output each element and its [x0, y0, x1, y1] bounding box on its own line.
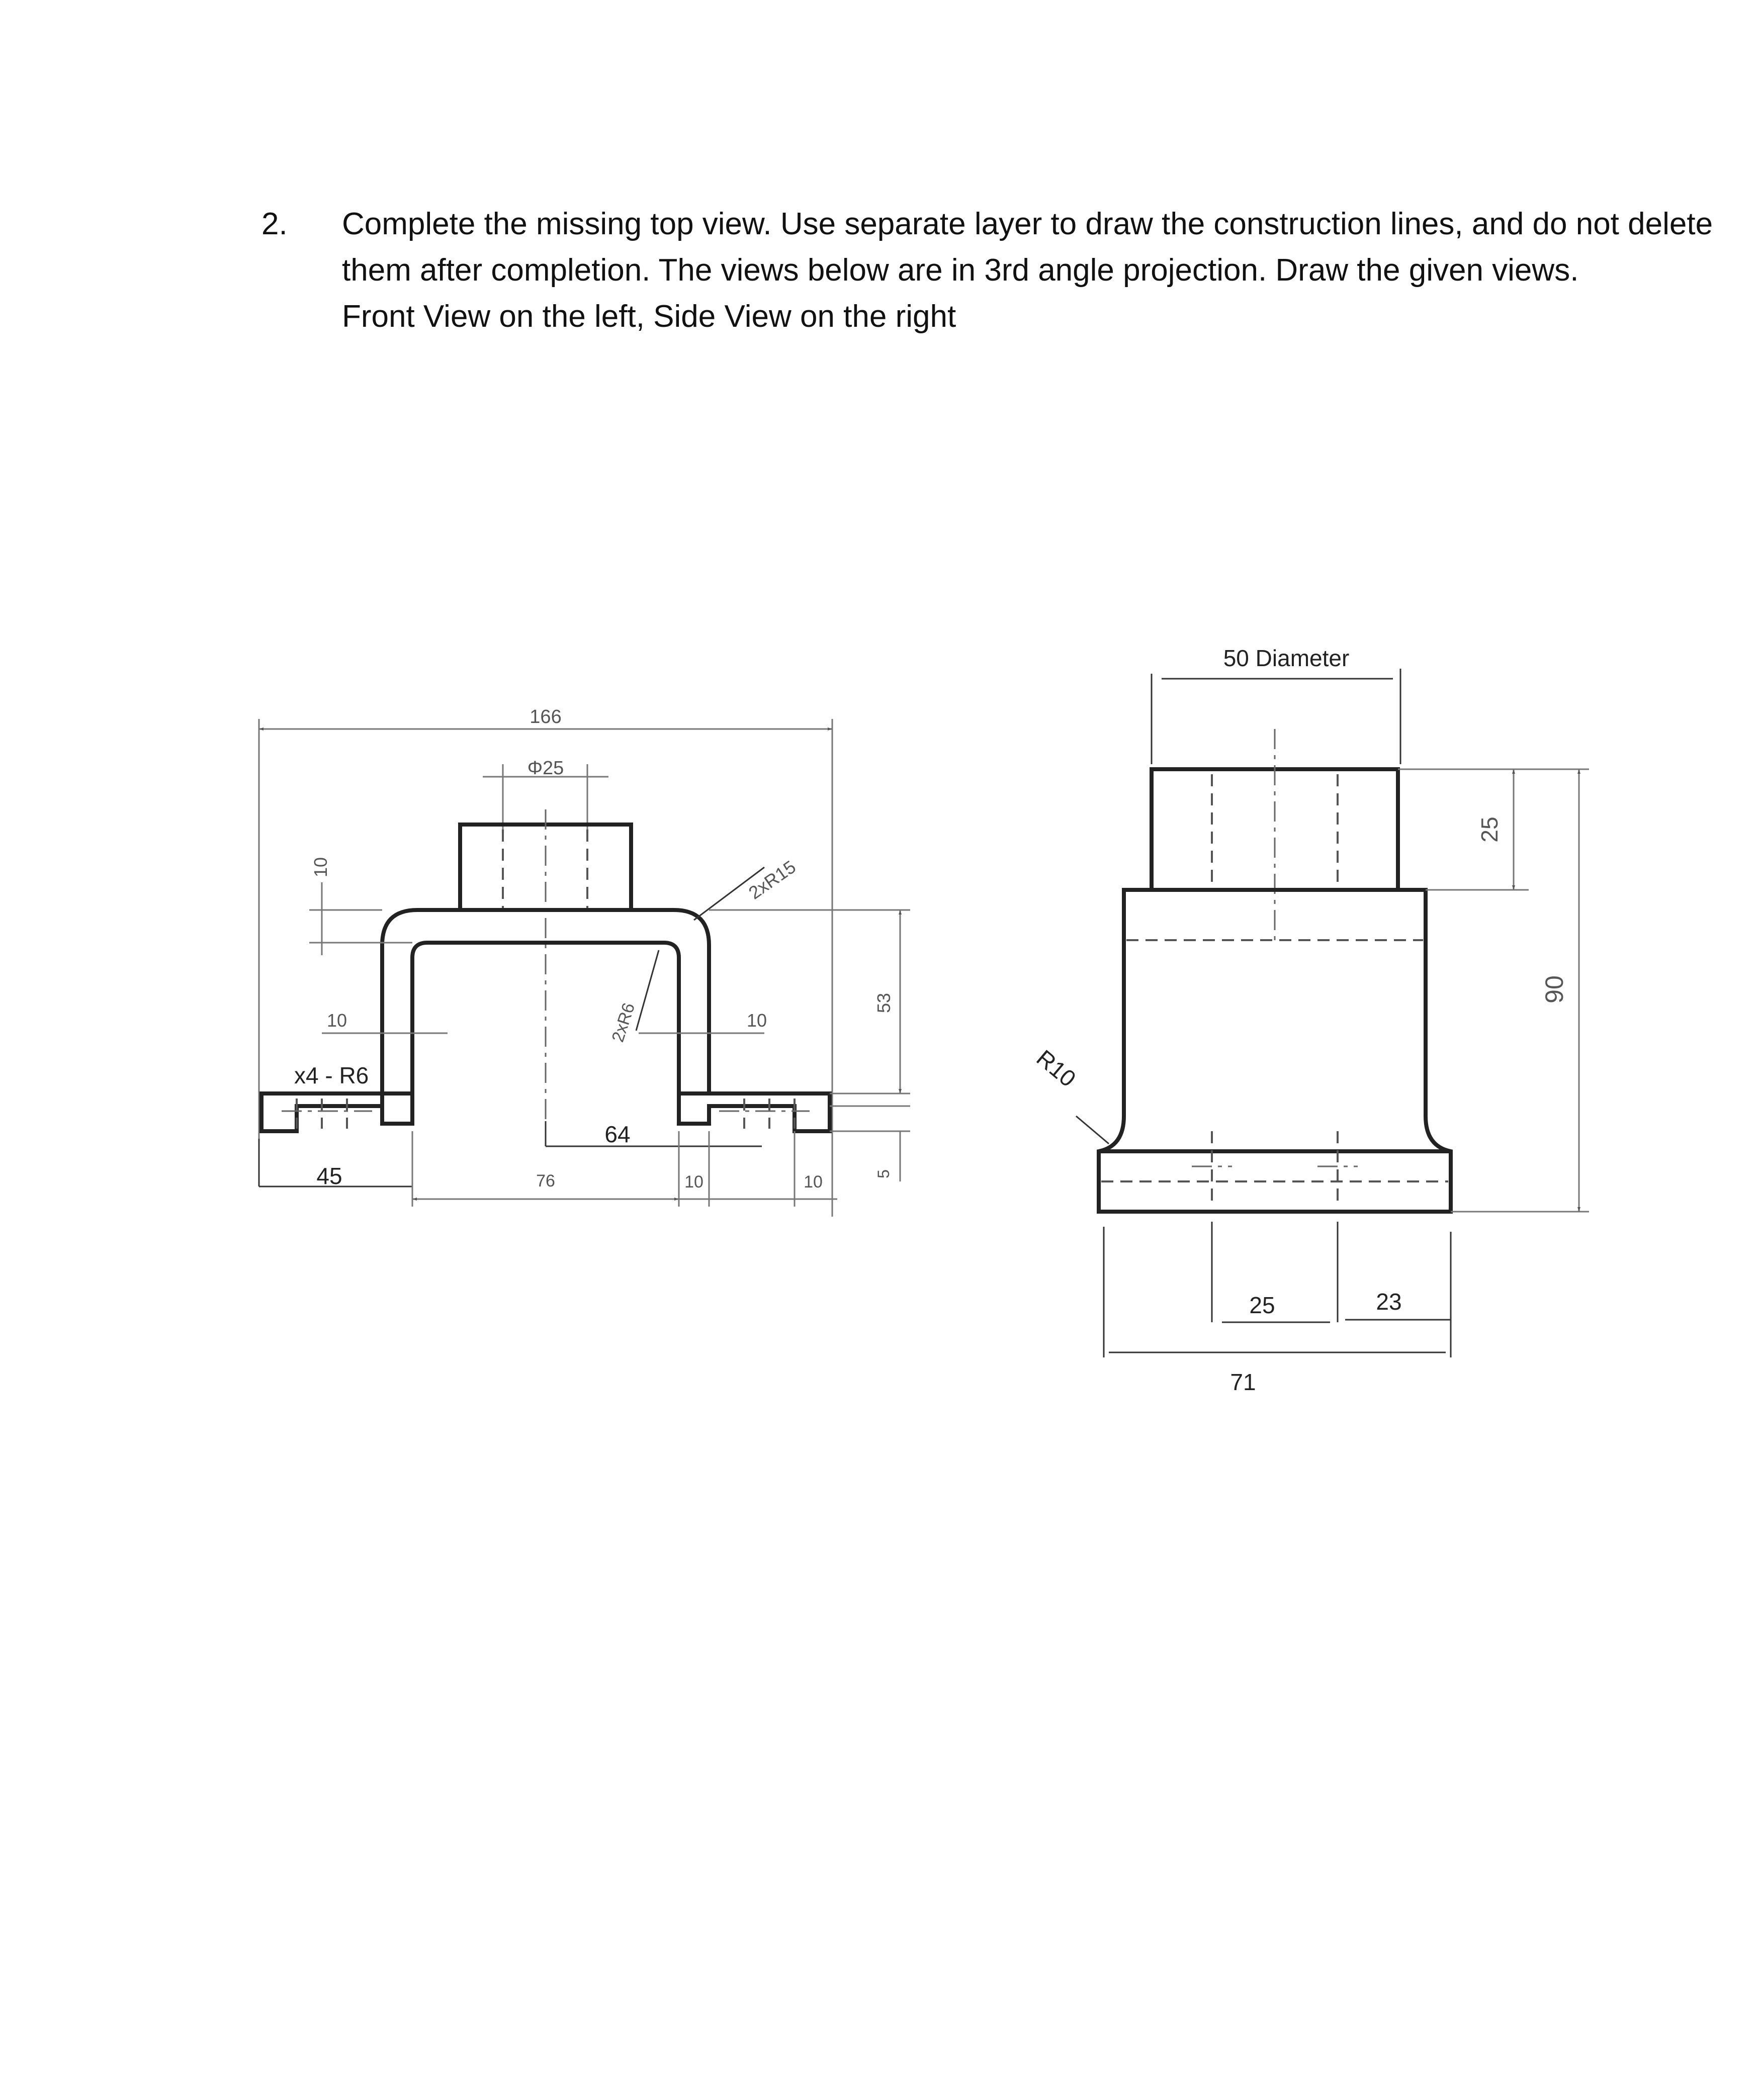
dim-inner-width: 64	[604, 1121, 631, 1147]
left-foot	[261, 1093, 412, 1131]
dim-corner-radii: x4 - R6	[294, 1062, 369, 1088]
dim-diameter: 50 Diameter	[1223, 645, 1350, 671]
dim-top-thickness: 10	[310, 857, 331, 878]
dim-right-wall: 10	[746, 1010, 767, 1031]
dim-boss-dia: Φ25	[527, 758, 564, 779]
dim-base-thickness: 5	[874, 1169, 893, 1178]
question-instructions: Complete the missing top view. Use separate layer to draw the construction lines, and do not delete them after completion. The views below are in 3rd angle projection. Draw the given views.	[342, 207, 1713, 288]
dim-foot-a: 10	[684, 1172, 703, 1192]
dim-outer-radii: 2xR15	[745, 856, 800, 903]
dim-height: 53	[873, 992, 894, 1014]
dim-left-wall: 10	[326, 1010, 347, 1031]
side-view	[1032, 645, 1589, 1395]
dim-span: 76	[536, 1171, 555, 1191]
leader-fillet	[1076, 1116, 1109, 1144]
dim-base-width: 71	[1230, 1369, 1256, 1395]
front-view	[259, 706, 910, 1217]
dim-fillet: R10	[1031, 1044, 1081, 1092]
dim-hole-a: 25	[1249, 1292, 1275, 1318]
question-number: 2.	[261, 207, 288, 241]
dim-inner-radii: 2xR6	[608, 1000, 639, 1045]
dim-overall-width: 166	[530, 706, 562, 727]
leader-inner-radii	[636, 950, 659, 1031]
dim-top-height: 25	[1476, 816, 1503, 843]
dim-foot-b: 10	[804, 1172, 823, 1192]
dim-total-height: 90	[1540, 975, 1568, 1003]
dim-hole-b: 23	[1376, 1289, 1402, 1315]
dim-left-offset: 45	[316, 1163, 342, 1189]
right-foot	[679, 1093, 830, 1131]
question-views-note: Front View on the left, Side View on the right	[342, 299, 956, 334]
